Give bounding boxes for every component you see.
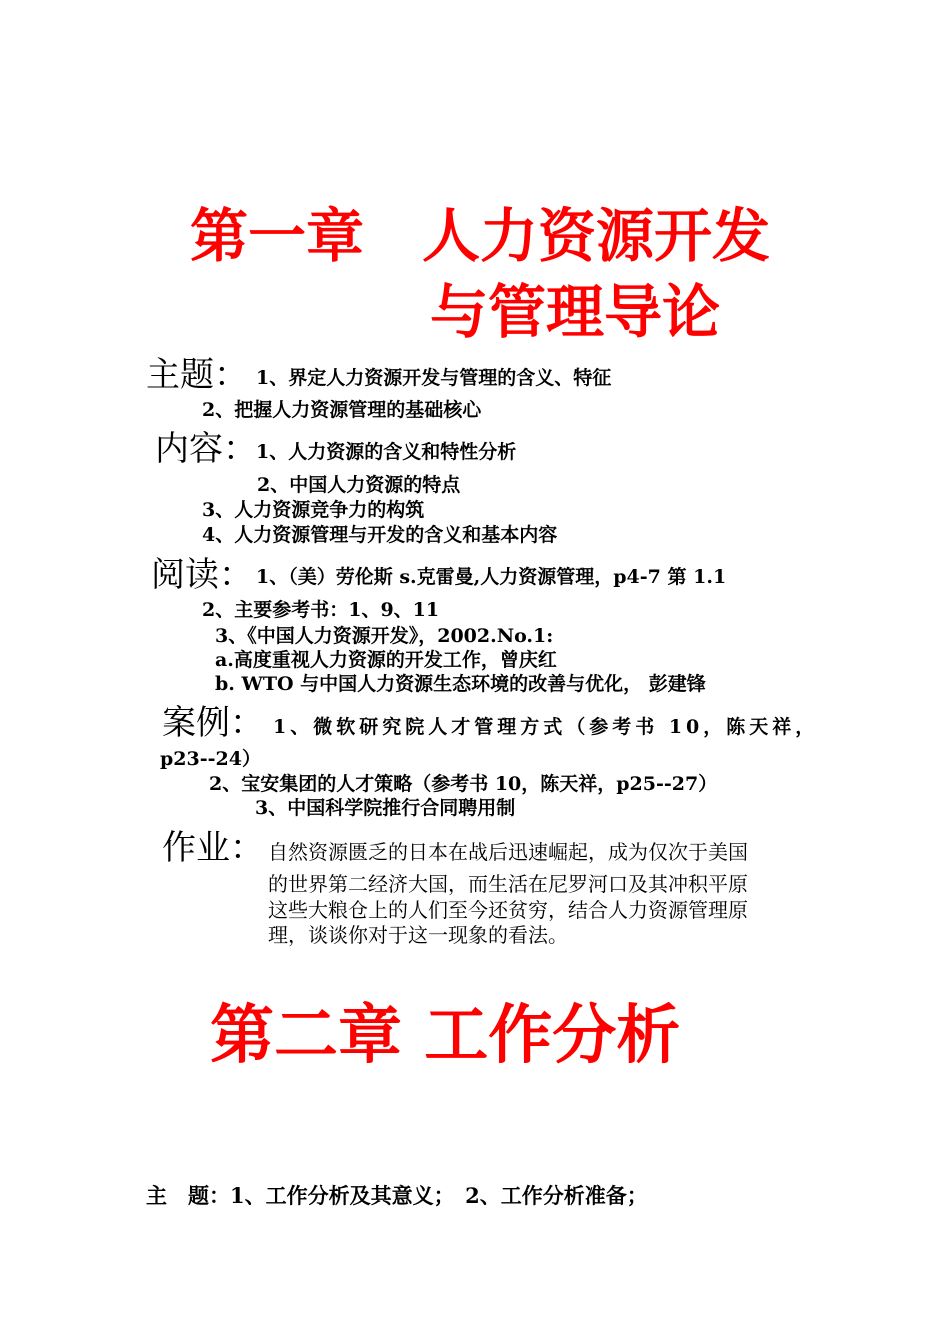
homework-line-4: 理，谈谈你对于这一现象的看法。	[268, 923, 568, 947]
homework-label: 作业：	[162, 828, 264, 868]
reading-label: 阅读：	[151, 555, 253, 595]
homework-line-3: 这些大粮仓上的人们至今还贫穷，结合人力资源管理原	[268, 898, 748, 922]
content-item-2: 2、中国人力资源的特点	[257, 474, 461, 496]
cases-item-2: 2、宝安集团的人才策略（参考书 10，陈天祥，p25--27）	[209, 773, 718, 795]
content-item-4: 4、人力资源管理与开发的含义和基本内容	[202, 524, 558, 546]
topic-item-2: 2、把握人力资源管理的基础核心	[202, 399, 482, 421]
cases-item-1: 1、微软研究院人才管理方式（参考书 10，陈天祥，	[273, 716, 819, 738]
reading-item-5: b. WTO 与中国人力资源生态环境的改善与优化， 彭建锋	[215, 673, 706, 695]
chapter1-title-line1: 第一章 人力资源开发	[190, 202, 771, 270]
topic-item-1: 1、界定人力资源开发与管理的含义、特征	[256, 367, 612, 389]
cases-label: 案例：	[162, 703, 264, 743]
homework-line-2: 的世界第二经济大国，而生活在尼罗河口及其冲积平原	[268, 872, 748, 896]
reading-item-2: 2、主要参考书：1、9、11	[202, 599, 440, 621]
chapter2-topic-line: 主 题：1、工作分析及其意义； 2、工作分析准备；	[146, 1183, 648, 1208]
chapter1-title-line2: 与管理导论	[430, 278, 721, 346]
content-item-3: 3、人力资源竞争力的构筑	[202, 499, 425, 521]
homework-line-1: 自然资源匮乏的日本在战后迅速崛起，成为仅次于美国	[268, 840, 748, 864]
reading-item-1: 1、（美）劳伦斯 s.克雷曼,人力资源管理，p4-7 第 1.1	[256, 566, 727, 588]
content-item-1: 1、人力资源的含义和特性分析	[256, 441, 517, 463]
chapter2-title: 第二章 工作分析	[210, 999, 681, 1073]
content-label: 内容：	[155, 429, 257, 469]
reading-item-3: 3、《中国人力资源开发》，2002.No.1:	[215, 625, 554, 647]
reading-item-4: a.高度重视人力资源的开发工作，曾庆红	[215, 649, 557, 671]
topic-label: 主题：	[146, 355, 248, 395]
cases-item-3: 3、中国科学院推行合同聘用制	[255, 797, 516, 819]
cases-item-1-continued: p23--24）	[160, 748, 261, 770]
